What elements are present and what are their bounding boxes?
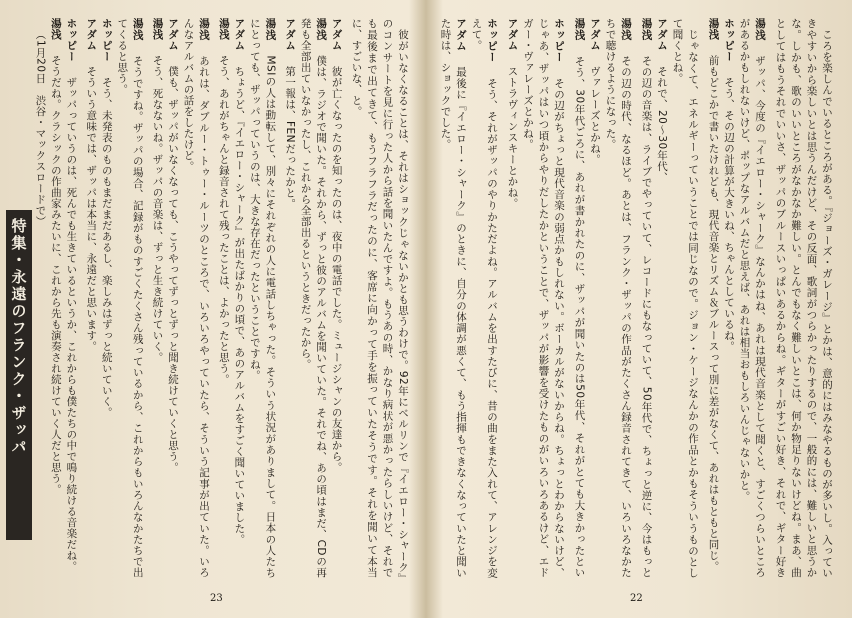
speaker-name: ホッピー [723, 18, 735, 62]
dialogue-line [246, 18, 277, 578]
speaker-name: 湯浅 [131, 18, 144, 41]
dialogue-line [283, 18, 297, 578]
dialogue-text: 前もどこかで書いたけれども、現代音楽とリズム＆ブルースって別に差がなくて、あれはもともと同じ。 [707, 55, 720, 572]
dialogue-text: 僕も、ザッパがいなくなっても、こうやってずっとずっと聞き続けていくと思う。 [167, 66, 180, 473]
dialogue-line [669, 18, 700, 578]
left-page-columns [18, 18, 410, 578]
speaker-name: 湯浅 [315, 18, 328, 41]
right-column-3 [639, 18, 700, 578]
page-number-left: 23 [210, 593, 223, 604]
dialogue-line [654, 18, 670, 578]
dialogue-line [63, 18, 79, 578]
right-column-6 [438, 18, 499, 578]
dialogue-line [98, 18, 114, 578]
right-column-4 [572, 18, 633, 578]
left-column-3 [217, 18, 277, 578]
dialogue-line [231, 18, 247, 578]
dialogue-text: ころを楽しんでいるところがある。『ジョーズ・ガレージ』とかは、意的にはみなやるものが多いし。入っていきやすいから楽しいとは思うんだけど、その反面、歌詞がつらかったりするので、一般的には、難しいと思うかな。しかも、歌のいいところがなかなか難しい。とんでもなく難しいとこは、何か物足りないけどね。まあ、曲としてはもうそれでいいさ、ザッパのブルースいっぱいあるからね。ギターがすごい好き、それで、ギター好き [774, 18, 833, 578]
speaker-name: アダム [589, 18, 601, 51]
dialogue-text: ザッパ、今度の『イエロー・シャーク』なんかはね、あれは現代音楽として聞くと、すごくつらいところがあるかもしれないけど、ポップなアルバムだと思えば、あれは相当おもしろいんじゃないかと。 [738, 18, 766, 578]
speaker-name: アダム [656, 18, 668, 51]
dialogue-text: ザッパっていうのは、死んでも生きているというか、これからも僕たちの中で鳴り続ける音楽だね。 [65, 77, 78, 572]
speaker-name: 湯浅 [640, 18, 653, 41]
dialogue-text: 彼がいなくなることは、それはショックじゃないかとも思うわけで。92年にベルリンで『イエロー・シャーク』のコンサートを見に行った人から話を聞いたんですよ。もうあの時、かなり病状が悪かったらしいけど、それでも最後まで出てきて、もうフラフラだったのに、客席に向かって手を振っていたそうです。それを聞いて本当に、すごいな、と。 [350, 18, 409, 578]
speaker-name: アダム [455, 18, 467, 52]
dialogue-text: MSIの人は動転して、別々にそれぞれの人に電話しちゃった。そういう状況がありまして。日本の人たちにとっても、ザッパっていうのは、大きな存在だったということですね。 [248, 18, 277, 578]
feature-title-bar [6, 210, 32, 540]
dialogue-line [572, 18, 587, 578]
dialogue-text: そう、30年代ごろに、あれが書かれたのに、ザッパが聞いたのは50年代、それがとても大きかったとい [573, 55, 586, 578]
dialogue-text: じゃなくて、エネルギーっていうことでは同じなので。ジョン・ケージなんかの作品とかもそういうものとして聞くとね。 [671, 18, 699, 578]
dialogue-line [180, 18, 211, 578]
dialogue-text: そう、その辺の計算が大きいね、ちゃんとしているね。 [723, 77, 735, 352]
dialogue-line [468, 18, 499, 578]
speaker-name: 湯浅 [754, 18, 766, 41]
dialogue-line [32, 18, 48, 578]
right-column-5 [505, 18, 566, 578]
dialogue-line [84, 18, 98, 578]
speaker-name: アダム [330, 18, 343, 51]
right-page [426, 0, 852, 618]
dialogue-line [328, 18, 344, 578]
left-column-5 [84, 18, 144, 578]
dialogue-text: ちょうど、『イエロー・シャーク』が出たばかりの頃で、あのアルバムをすごく聞いていました。 [233, 66, 246, 545]
speaker-name: 湯浅 [707, 18, 720, 40]
dialogue-line [587, 18, 603, 578]
right-column-2 [706, 18, 767, 578]
dialogue-line [520, 18, 567, 578]
speaker-name: 湯浅 [151, 18, 164, 40]
dialogue-text: そう、未発表のものもまだまだあるし、楽しみはずっと続いていく。 [100, 77, 113, 418]
dialogue-text: （1月20日 渋谷・マックスロードで） [34, 28, 47, 227]
dialogue-line [602, 18, 633, 578]
dialogue-line [773, 18, 834, 578]
speaker-name: 湯浅 [264, 18, 277, 41]
speaker-name: 湯浅 [49, 18, 62, 40]
right-page-columns [438, 18, 834, 578]
dialogue-text: 第一報は、FENだったかと。 [284, 66, 297, 210]
dialogue-line [151, 18, 165, 578]
dialogue-line [438, 18, 468, 578]
dialogue-text: その辺の時代、なるほど。あとは、フランク・ザッパの作品がたくさん録音されてきて、いろいろなかたちで聴けるようになった。 [604, 18, 632, 578]
dialogue-line [114, 18, 145, 578]
dialogue-text: その辺の音楽は、ライブでやっていて、レコードにもなっていて、50年代で、ちょっと逆に、今はもっと [640, 55, 653, 578]
right-column-1 [773, 18, 834, 578]
speaker-name: 湯浅 [217, 18, 230, 40]
dialogue-text: ヴァレーズとかね。 [589, 66, 601, 165]
dialogue-line [706, 18, 721, 578]
speaker-name: ホッピー [553, 18, 565, 63]
dialogue-line [47, 18, 63, 578]
speaker-name: アダム [85, 18, 98, 51]
speaker-name: ホッピー [486, 18, 498, 63]
speaker-name: アダム [233, 18, 246, 51]
speaker-name: ホッピー [65, 18, 78, 62]
dialogue-line [639, 18, 654, 578]
dialogue-line [297, 18, 328, 578]
dialogue-text: そう、それがザッパのやりかただよね。アルバムを出すたびに、昔の曲をまた入れて、アレンジを変えて。 [470, 18, 498, 578]
dialogue-text: そういう意味では、ザッパは本当に、永遠だと思います。 [85, 66, 98, 352]
dialogue-text: 彼が亡くなったのを知ったのは、夜中の電話でした。ミュージシャンの友達から。 [330, 66, 343, 473]
dialogue-line [350, 18, 410, 578]
left-column-2 [283, 18, 343, 578]
speaker-name: アダム [284, 18, 297, 51]
dialogue-text: ストラヴィンスキーとかね。 [506, 66, 519, 209]
dialogue-text: それで、20～30年代、 [656, 66, 668, 183]
dialogue-text: そうですね。ザッパの場合、記録がものすごくたくさん残っているから、これからもいろんなかたちで出てくると思う。 [116, 18, 144, 578]
speaker-name: 湯浅 [573, 18, 586, 41]
dialogue-line [721, 18, 737, 578]
dialogue-text: その辺がちょっと現代音楽の弱点かもしれない。ボーカルがないからね。ちょっとわからないけど、じゃあ、ザッパはいつ頃からやりだしたかということで、ザッパが影響を受けたものがいろいろあるけど、エドガー・ヴァレーズとかね。 [522, 18, 565, 578]
dialogue-text: 僕は、ラジオで聞いた。それから、ずっと彼のアルバムを聞いていた。それでね、あの頃はまだ、CDの再発も全部出ていなかったし、これから全部出るというときだったから。 [299, 18, 328, 578]
speaker-name: ホッピー [100, 18, 113, 62]
page-number-right: 22 [630, 593, 643, 604]
speaker-name: 湯浅 [620, 18, 632, 41]
dialogue-text: 最後に『イエロー・シャーク』のときに、自分の体調が悪くて、もう指揮もできなくなっていたと聞いた時は、ショックでした。 [439, 18, 467, 578]
speaker-name: アダム [506, 18, 519, 51]
dialogue-text: そう、死なないね。ザッパの音楽は、ずっと生き続けていく。 [151, 55, 164, 363]
dialogue-text: あれは、ダブルー・トゥー・ルーツのところで、いろいろやっていたら、そういう記事が出ていた。いろんなアルバムの話をしたけど。 [182, 18, 211, 578]
speaker-name: アダム [167, 18, 180, 51]
dialogue-line [736, 18, 767, 578]
left-column-4 [151, 18, 211, 578]
dialogue-line [505, 18, 520, 578]
dialogue-line [165, 18, 181, 578]
dialogue-text: そうだね。クラシックの作曲家みたいに、これから先も演奏され続けていく人だと思う。 [49, 55, 62, 495]
dialogue-text: そう、あれがちゃんと録音されて残ったことは、よかったと思う。 [217, 55, 230, 385]
left-column-1 [350, 18, 410, 578]
speaker-name: 湯浅 [198, 18, 211, 41]
feature-title: 特集・永遠のフランク・ザッパ [9, 218, 28, 456]
dialogue-line [217, 18, 231, 578]
